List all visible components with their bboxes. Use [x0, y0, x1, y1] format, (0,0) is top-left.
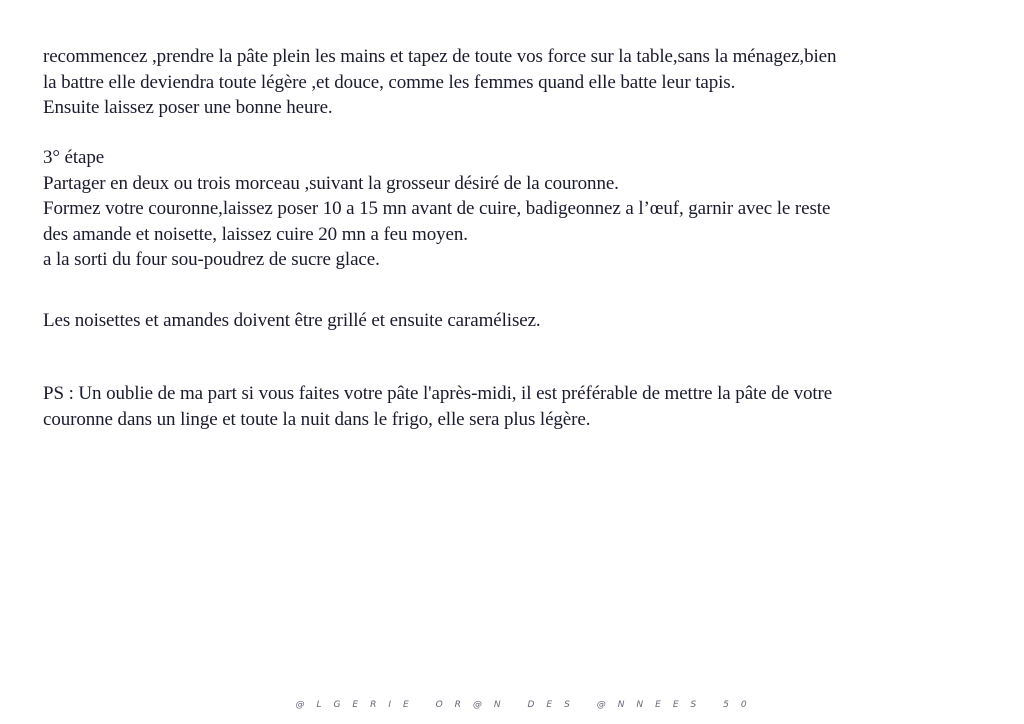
text-line: PS : Un oublie de ma part si vous faites votre pâte l'après-midi, il est préférable de mettre la pâte de votre — [43, 383, 833, 404]
paragraph-kneading — [43, 44, 993, 121]
text-line: couronne dans un linge et toute la nuit dans le frigo, elle sera plus légère. — [43, 408, 591, 430]
text-line: la battre elle deviendra toute légère ,et douce, comme les femmes quand elle batte leur tapis. — [43, 71, 736, 93]
nuts-note — [43, 308, 993, 334]
step-heading: 3° étape — [43, 147, 105, 168]
text-line: Partager en deux ou trois morceau ,suivant la grosseur désiré de la couronne. — [43, 172, 619, 194]
text-line: recommencez ,prendre la pâte plein les mains et tapez de toute vos force sur la table,sans la ménagez,bien — [43, 46, 837, 67]
text-line: a la sorti du four sou-poudrez de sucre glace. — [43, 249, 380, 270]
step-3-section — [43, 145, 993, 273]
text-line: Ensuite laissez poser une bonne heure. — [43, 97, 333, 118]
page-footer: @LGERIE OR@N DES @NNEES 50 — [295, 700, 759, 710]
postscript — [43, 381, 993, 432]
text-line: Les noisettes et amandes doivent être grillé et ensuite caramélisez. — [43, 310, 541, 331]
text-line: Formez votre couronne,laissez poser 10 a 15 mn avant de cuire, badigeonnez a l’œuf, garnir avec le reste — [43, 198, 831, 219]
text-line: des amande et noisette, laissez cuire 20 mn a feu moyen. — [43, 223, 468, 245]
